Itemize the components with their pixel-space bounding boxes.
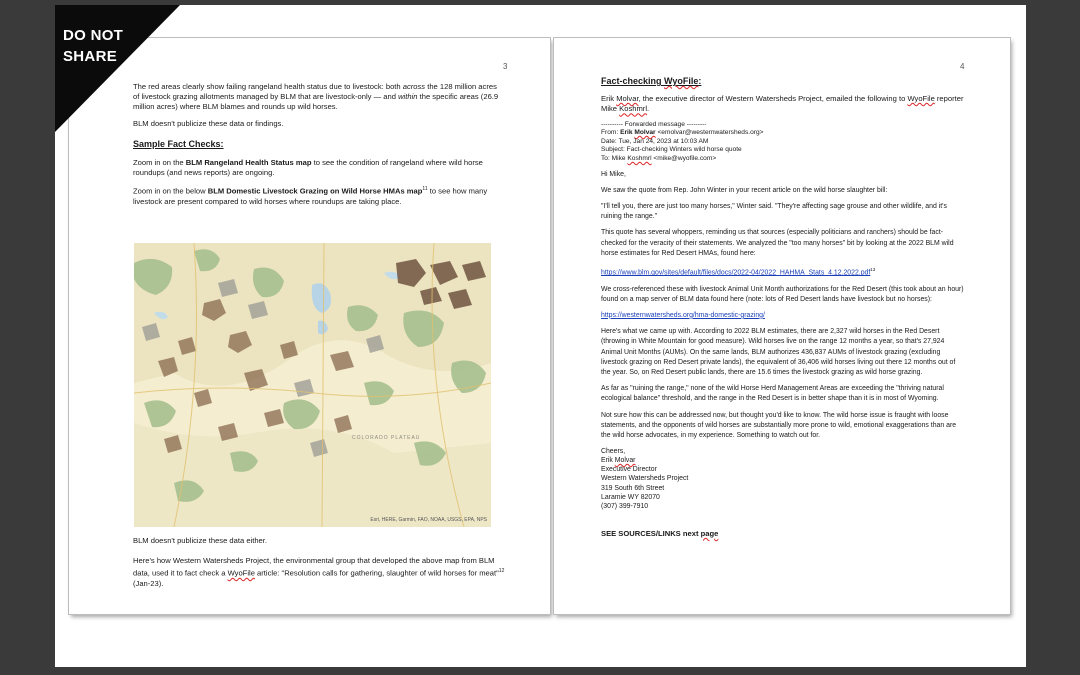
email-to: To: Mike Koshmrl <mike@wyofile.com>	[601, 154, 717, 162]
forwarded-marker: ---------- Forwarded message ---------	[601, 120, 707, 128]
email-greeting: Hi Mike,	[601, 170, 626, 178]
blm-stats-link[interactable]: https://www.blm.gov/sites/default/files/docs/2022-04/2022_HAHMA_Stats_4.12.2022.pdf$^{13}$	[601, 267, 876, 277]
paragraph-intro: Erik Molvar, the executive director of Western Watersheds Project, emailed the following to WyoFile reporter Mike Koshmrl.	[601, 94, 964, 114]
health-map-link[interactable]: BLM Rangeland Health Status map	[185, 157, 312, 167]
email-from: From: Erik Molvar <emolvar@westernwatersheds.org>	[601, 129, 764, 137]
section-heading-fact-checking-wyofile: Fact-checking WyoFile:	[601, 76, 702, 86]
email-body	[601, 170, 966, 511]
paragraph-no-publicize: BLM doesn't publicize these data or findings.	[133, 118, 284, 128]
page-3-text	[133, 82, 505, 207]
page-3-text-below-map	[133, 536, 505, 589]
grazing-hma-map[interactable]	[134, 243, 491, 527]
email-date: Date: Tue, Jan 24, 2023 at 10:03 AM	[601, 137, 709, 145]
banner-line-2: SHARE	[63, 48, 118, 65]
page-number: 4	[960, 62, 965, 71]
email-paragraph-cross-reference: We cross-referenced these with livestock Animal Unit Month authorizations for the Red Desert (this took about an hour) found on a map server of BLM data found here (note: lots of Red Desert lands have livestock but no horses):	[601, 285, 964, 303]
do-not-share-label	[63, 25, 123, 67]
paragraph-wwp-fact-check: Here's how Western Watersheds Project, the environmental group that developed the above map from BLM data, used it to fact check a WyoFile article: "Resolution calls for gathering, slaughter of wild horses for meat"$^{12}$ (Jan-23).	[133, 556, 505, 589]
email-paragraph-numbers: Here's what we came up with. According to 2022 BLM estimates, there are 2,327 wild horses in the Red Desert (throwing in White Mountain for good measure). Wild horses live on the range 12 months a year, so that's 27,924 Animal Unit Months (AUMs). On the same lands, BLM authorizes 436,837 AUMs of livestock grazing (excluding livestock grazing on Red Desert private lands), the equivalent of 36,406 wild horses living out there 12 months out of the year. So, on Red Desert public lands, there are 15.6 times the livestock grazing as wild horse grazing.	[601, 328, 956, 376]
paragraph-grazing-map: Zoom in on the below BLM Domestic Livestock Grazing on Wild Horse HMAs map$^{11}$ to see how many livestock are present compared to wild horses where roundups are taking place.	[133, 186, 488, 206]
map-attribution: Esri, HERE, Garmin, FAO, NOAA, USGS, EPA, NPS	[370, 516, 487, 523]
grazing-map-link[interactable]: BLM Domestic Livestock Grazing on Wild Horse HMAs map	[207, 186, 423, 196]
email-paragraph-whoppers: This quote has several whoppers, reminding us that sources (especially politicians and ranchers) should be fact-checked for the veracity of their statements. We analyzed the "too many horses" bit by looking at the 2022 BLM wild horse estimates for Red Desert HMAs, found here:	[601, 229, 954, 257]
section-heading-fact-checks: Sample Fact Checks:	[133, 138, 224, 149]
email-paragraph-1: We saw the quote from Rep. John Winter in your recent article on the wild horse slaughter bill:	[601, 186, 888, 194]
email-signature: Cheers, Erik Molvar Executive Director Western Watersheds Project 319 South 6th Street Laramie WY 82070 (307) 399-7910	[601, 448, 689, 510]
email-header	[601, 121, 966, 164]
page-4-text	[601, 76, 966, 539]
paragraph-rangeland: The red areas clearly show failing rangeland health status due to livestock: both across the 128 million acres of livestock grazing allotments managed by BLM that are livestock-only — and within the specific areas (26.9 million acres) where BLM blames and rounds up wild horses.	[133, 82, 499, 112]
page-number: 3	[503, 62, 508, 71]
email-paragraph-quote: "I'll tell you, there are just too many horses," Winter said. "They're affecting sage grouse and other wildlife, and it's ruining the range."	[601, 202, 947, 221]
paragraph-no-publicize-either: BLM doesn't publicize these data either.	[133, 536, 268, 545]
map-graphic	[134, 243, 491, 527]
email-paragraph-closing: Not sure how this can be addressed now, but thought you'd like to know. The wild horse issue is fraught with loose statements, and the opponents of wild horses are substantially more prone to wild, emotional exaggerations than are the wild horse advocates, in my experience. Something to watch out for.	[601, 411, 957, 439]
svg-text:COLORADO PLATEAU: COLORADO PLATEAU	[352, 435, 421, 441]
sources-next-page: SEE SOURCES/LINKS next page	[601, 528, 719, 538]
email-paragraph-range: As far as "ruining the range," none of the wild Horse Herd Management Areas are exceeding the "thriving natural ecological balance" threshold, and the range in the Red Desert is in better shape than it is in most of Wyoming.	[601, 385, 944, 403]
document-page-4	[554, 38, 1010, 614]
paragraph-health-map: Zoom in on the BLM Rangeland Health Status map to see the condition of rangeland where wild horse roundups (and news reports) are ongoing.	[133, 157, 483, 178]
email-subject: Subject: Fact-checking Winters wild horse quote	[601, 146, 742, 154]
banner-line-1: DO NOT	[63, 27, 124, 44]
wwp-map-link[interactable]: https://westernwatersheds.org/hma-domestic-grazing/	[601, 311, 765, 319]
